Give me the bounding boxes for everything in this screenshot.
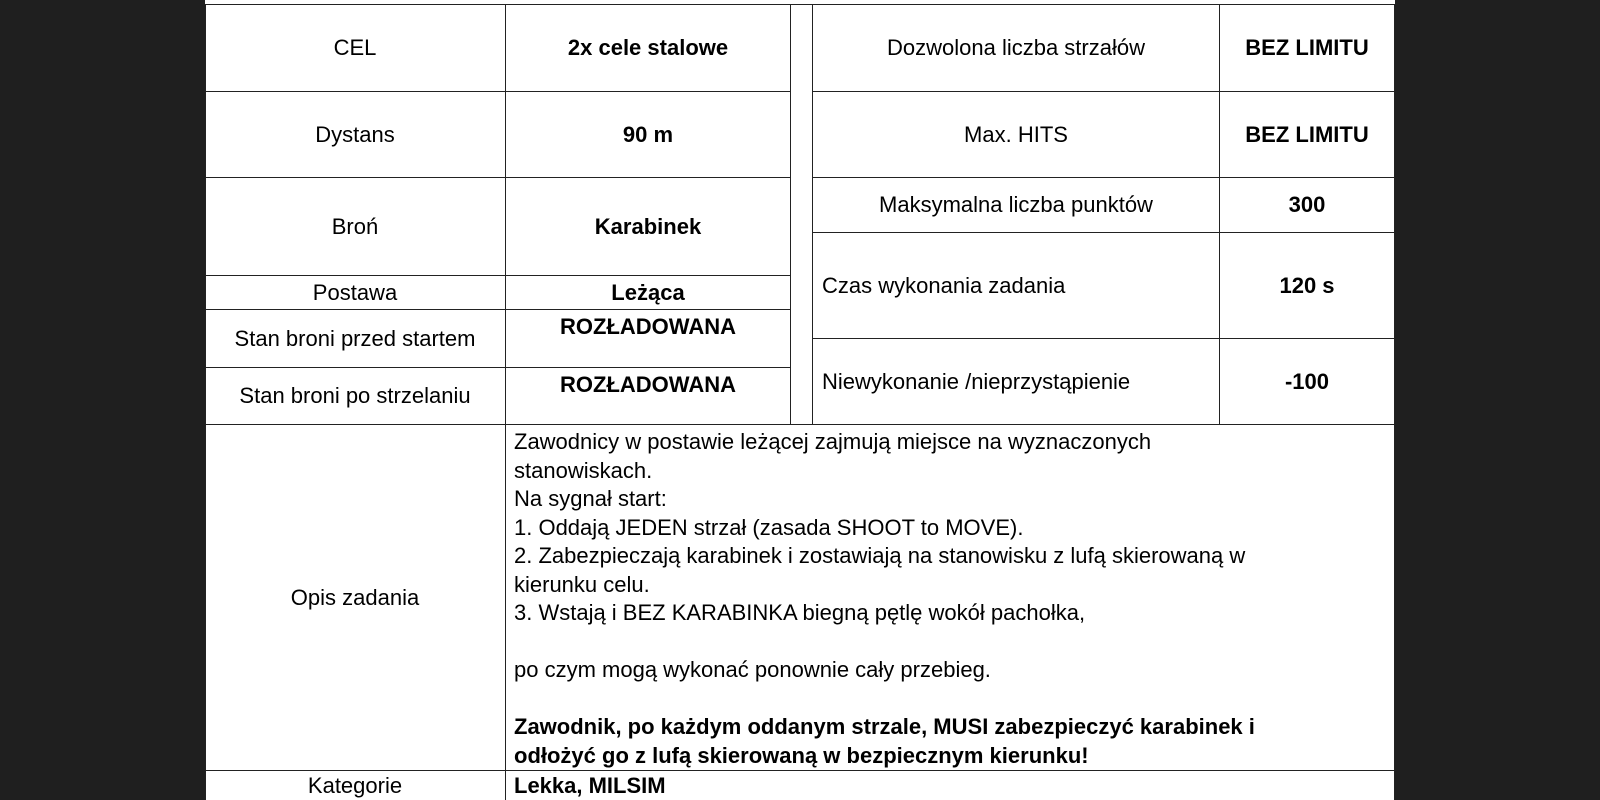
warning-line: Zawodnik, po każdym oddanym strzale, MUSI zabezpieczyć karabinek i <box>514 714 1255 739</box>
label-dystans: Dystans <box>315 121 395 147</box>
value-max-punktow: 300 <box>1288 192 1326 217</box>
description-line: Zawodnicy w postawie leżącej zajmują miejsce na wyznaczonych <box>514 429 1152 454</box>
label-bron: Broń <box>331 213 379 239</box>
value-czas: 120 s <box>1279 272 1335 298</box>
label-kategorie: Kategorie <box>307 772 403 798</box>
table-border <box>790 4 791 424</box>
label-cel: CEL <box>333 35 377 60</box>
value-postawa: Leżąca <box>611 279 685 305</box>
description-line: stanowiskach. <box>514 457 653 483</box>
description-line <box>514 628 1364 657</box>
value-max-hits: BEZ LIMITU <box>1245 121 1369 147</box>
description-line: Na sygnał start: <box>514 486 667 511</box>
description-line: kierunku celu. <box>514 571 650 597</box>
task-description <box>514 428 1364 770</box>
value-stan-przed: ROZŁADOWANA <box>560 314 736 339</box>
label-stan-po: Stan broni po strzelaniu <box>239 383 471 408</box>
description-line: 2. Zabezpieczają karabinek i zostawiają na stanowisku z lufą skierowaną w <box>514 543 1246 568</box>
value-cel: 2x cele stalowe <box>567 35 729 60</box>
label-postawa: Postawa <box>312 279 398 305</box>
label-niewykonanie: Niewykonanie /nieprzystąpienie <box>822 368 1131 394</box>
value-dystans: 90 m <box>622 121 674 147</box>
value-liczba-strzalow: BEZ LIMITU <box>1245 35 1369 60</box>
description-line <box>514 685 1364 714</box>
value-bron: Karabinek <box>594 213 702 239</box>
table-border <box>1394 4 1395 800</box>
description-line: 3. Wstają i BEZ KARABINKA biegną pętlę wokół pachołka, <box>514 600 1086 625</box>
label-opis-zadania: Opis zadania <box>290 584 420 610</box>
label-czas: Czas wykonania zadania <box>822 272 1066 298</box>
label-stan-przed: Stan broni przed startem <box>234 325 476 351</box>
value-niewykonanie: -100 <box>1284 368 1330 394</box>
description-line: po czym mogą wykonać ponownie cały przebieg. <box>514 657 991 682</box>
warning-line: odłożyć go z lufą skierowaną w bezpiecznym kierunku! <box>514 742 1089 768</box>
label-max-hits: Max. HITS <box>964 121 1068 147</box>
label-max-punktow: Maksymalna liczba punktów <box>879 192 1153 217</box>
label-liczba-strzalow: Dozwolona liczba strzałów <box>887 35 1145 60</box>
value-kategorie: Lekka, MILSIM <box>514 772 666 798</box>
description-line: 1. Oddają JEDEN strzał (zasada SHOOT to MOVE). <box>514 514 1024 540</box>
value-stan-po: ROZŁADOWANA <box>560 372 736 397</box>
